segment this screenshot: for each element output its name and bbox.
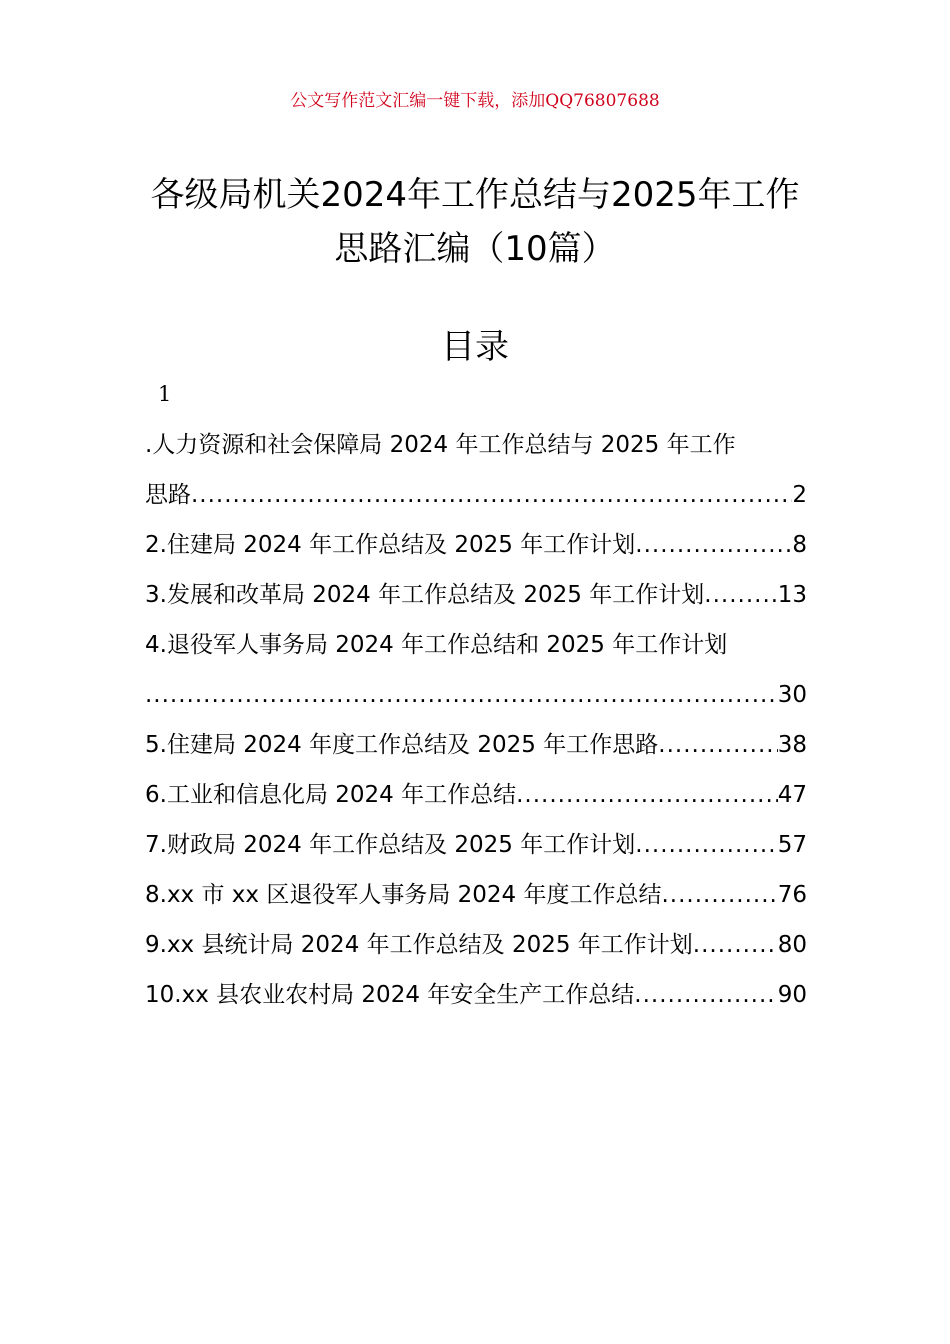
document-title (120, 168, 830, 276)
toc-entry-label: 2.住建局 2024 年工作总结及 2025 年工作计划 (145, 532, 636, 558)
table-of-contents (145, 420, 807, 1020)
document-title-line-1: 各级局机关2024年工作总结与2025年工作 (150, 175, 800, 215)
toc-entry-label: 10.xx 县农业农村局 2024 年安全生产工作总结 (145, 982, 635, 1008)
toc-entry-label: 9.xx 县统计局 2024 年工作总结及 2025 年工作计划 (145, 932, 693, 958)
toc-entry-label: .人力资源和社会保障局 2024 年工作总结与 2025 年工作 (145, 432, 736, 458)
toc-leader-dots (145, 670, 778, 720)
document-title-line-2: 思路汇编（10篇） (334, 229, 616, 269)
toc-entry-page: 30 (777, 682, 807, 708)
toc-entry-page: 57 (777, 832, 807, 858)
toc-entry-label: 4.退役军人事务局 2024 年工作总结和 2025 年工作计划 (145, 632, 728, 658)
toc-entry-1-line-2[interactable] (145, 470, 807, 520)
toc-entry-9[interactable] (145, 920, 807, 970)
toc-entry-2[interactable] (145, 520, 807, 570)
toc-entry-5[interactable] (145, 720, 807, 770)
toc-entry-4-line-2[interactable] (145, 670, 807, 720)
toc-leader-dots (516, 770, 778, 820)
toc-entry-label: 5.住建局 2024 年度工作总结及 2025 年工作思路 (145, 732, 659, 758)
toc-leader-dots (634, 970, 777, 1020)
toc-entry-label: 3.发展和改革局 2024 年工作总结及 2025 年工作计划 (145, 582, 705, 608)
toc-entry-label: 8.xx 市 xx 区退役军人事务局 2024 年度工作总结 (145, 882, 662, 908)
toc-entry-8[interactable] (145, 870, 807, 920)
toc-leader-dots (658, 720, 777, 770)
toc-entry-page: 13 (777, 582, 807, 608)
toc-entry-label: 思路 (145, 482, 191, 508)
toc-heading: 目录 (441, 327, 509, 367)
toc-leader-dots (661, 870, 777, 920)
toc-stray-number: 1 (158, 382, 172, 406)
watermark-header-note: 公文写作范文汇编一键下载，添加QQ76807688 (290, 91, 660, 111)
toc-leader-dots (635, 520, 792, 570)
toc-entry-page: 38 (777, 732, 807, 758)
toc-entry-3[interactable] (145, 570, 807, 620)
toc-entry-page: 80 (777, 932, 807, 958)
toc-entry-7[interactable] (145, 820, 807, 870)
toc-entry-label: 6.工业和信息化局 2024 年工作总结 (145, 782, 517, 808)
toc-leader-dots (635, 820, 777, 870)
toc-entry-1-line-1[interactable] (145, 420, 807, 470)
toc-entry-10[interactable] (145, 970, 807, 1020)
toc-entry-page: 8 (792, 532, 807, 558)
toc-entry-page: 90 (777, 982, 807, 1008)
toc-leader-dots (191, 470, 792, 520)
toc-entry-6[interactable] (145, 770, 807, 820)
toc-entry-page: 76 (777, 882, 807, 908)
toc-entry-label: 7.财政局 2024 年工作总结及 2025 年工作计划 (145, 832, 636, 858)
toc-leader-dots (704, 570, 777, 620)
toc-leader-dots (693, 920, 778, 970)
toc-entry-page: 47 (777, 782, 807, 808)
toc-entry-page: 2 (792, 482, 807, 508)
toc-entry-4-line-1[interactable] (145, 620, 807, 670)
